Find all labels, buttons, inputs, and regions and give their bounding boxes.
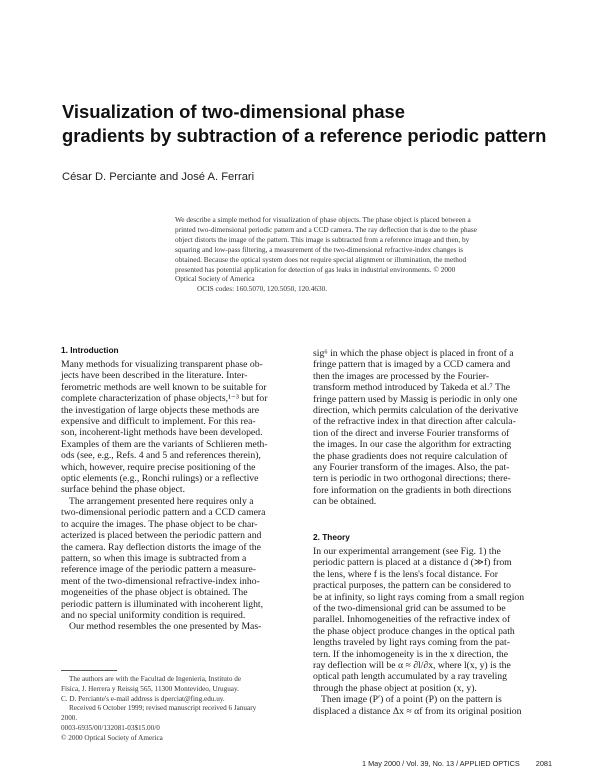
body-line: tern. If the inhomogeneity is in the x direction, the — [313, 648, 509, 660]
paper-title — [62, 100, 562, 148]
footnote-line: The authors are with the Facultad de Ingenieria, Instituto de — [69, 675, 242, 683]
body-line: ferometric methods are well known to be suitable for — [61, 381, 267, 393]
footnote-line: 2000. — [61, 714, 78, 723]
page-number: 2081 — [535, 759, 553, 768]
body-line: acterized is placed between the periodic pattern and — [61, 530, 262, 542]
body-line: practical purposes, the pattern can be considered to — [313, 580, 511, 592]
footnotes — [61, 675, 308, 744]
body-line: periodic pattern is placed at a distance d (≫f) from — [313, 557, 512, 569]
theory-body — [313, 546, 575, 717]
footnote-divider — [61, 670, 117, 671]
page-footer — [362, 759, 552, 768]
body-line: optic elements (e.g., Ronchi rulings) or a reflective — [61, 473, 259, 485]
body-line: the phase gradients does not require calculation of — [313, 450, 508, 462]
body-line: son, incoherent-light methods have been developed. — [61, 427, 263, 439]
body-line: then the images are processed by the Fourier- — [313, 370, 490, 382]
body-line: two-dimensional periodic pattern and a CCD camera — [61, 507, 266, 519]
footnote-line: C. D. Perciante's e-mail address is dperciat@fing.edu.uy. — [61, 694, 225, 703]
body-line: fore information on the gradients in both directions — [313, 484, 512, 496]
body-line: any Fourier transform of the images. Also, the pat- — [313, 462, 510, 474]
journal-citation: 1 May 2000 / Vol. 39, No. 13 / APPLIED OPTICS — [362, 759, 520, 768]
body-line: reference image of the periodic pattern a measure- — [61, 564, 256, 576]
abstract — [175, 215, 570, 294]
body-line: which, however, require precise positioning of the — [61, 461, 256, 473]
footnote-line: © 2000 Optical Society of America — [61, 733, 163, 742]
body-line: The arrangement presented here requires only a — [69, 495, 254, 507]
footnote-line: Received 6 October 1999; revised manuscript received 6 January — [69, 704, 257, 713]
body-line: of the refractive index in that direction after calcula- — [313, 416, 516, 428]
body-line: Our method resembles the one presented by Mas- — [69, 621, 262, 633]
body-line: can be obtained. — [313, 496, 377, 508]
body-line: Examples of them are the variants of Schlieren meth- — [61, 438, 268, 450]
body-line: transform method introduced by Takeda et al.⁷ The — [313, 382, 511, 394]
abstract-line: object distorts the image of the pattern. This image is subtracted from a reference image and then, by — [175, 234, 470, 244]
body-line: Then image (P′) of a point (P) on the pattern is — [321, 694, 502, 706]
section-heading-theory: 2. Theory — [313, 532, 350, 542]
abstract-line: Optical Society of America — [175, 274, 255, 284]
body-line: periodic pattern is illuminated with incoherent light, — [61, 598, 264, 610]
body-line: jects have been described in the literature. Inter- — [61, 370, 248, 382]
body-line: and no special uniformity condition is required. — [61, 609, 246, 621]
body-line: the investigation of large objects these methods are — [61, 404, 260, 416]
title-line: Visualization of two-dimensional phase — [62, 101, 406, 122]
abstract-line: obtained. Because the optical system does not require special alignment or illumination, the method — [175, 254, 467, 264]
body-line: be at infinity, so light rays coming from a small region — [313, 591, 525, 603]
body-line: the phase object produce changes in the optical path — [313, 625, 515, 637]
body-line: the lens, where f is the lens's focal distance. For — [313, 568, 498, 580]
abstract-line: presented has potential application for detection of gas leaks in industrial environments. © 2000 — [175, 264, 456, 274]
body-line: through the phase object at position (x, y). — [313, 682, 477, 694]
footnote-line: 0003-6935/00/132081-03$15.00/0 — [61, 723, 160, 732]
body-line: ment of the two-dimensional refractive-index inho- — [61, 575, 260, 587]
abstract-line: squaring and low-pass filtering, a measurement of the two-dimensional refractive-index changes is — [175, 244, 464, 254]
title-line: gradients by subtraction of a reference periodic pattern — [62, 125, 547, 146]
right-column-body — [313, 348, 575, 508]
body-line: direction, which permits calculation of the derivative — [313, 405, 519, 417]
body-line: optical path length accumulated by a ray traveling — [313, 671, 507, 683]
authors: César D. Perciante and José A. Ferrari — [62, 171, 255, 183]
body-line: In our experimental arrangement (see Fig. 1) the — [313, 546, 501, 557]
abstract-line: printed two-dimensional periodic pattern and a CCD camera. The ray deflection that is due to the phase — [175, 224, 477, 234]
body-line: lengths traveled by light rays coming from the pat- — [313, 637, 510, 649]
body-line: fringe pattern used by Massig is periodic in only one — [313, 393, 518, 405]
body-line: mogeneities of the phase object is obtained. The — [61, 587, 248, 599]
abstract-line: We describe a simple method for visualization of phase objects. The phase object is placed between a — [175, 215, 471, 224]
ocis-codes: OCIS codes: 160.5070, 120.5050, 120.4630. — [197, 284, 328, 294]
body-line: tion of the direct and inverse Fourier transforms of — [313, 427, 510, 439]
body-line: Many methods for visualizing transparent phase ob- — [61, 359, 263, 370]
body-line: ods (see, e.g., Refs. 4 and 5 and references therein), — [61, 450, 261, 462]
body-line: expensive and difficult to implement. For this rea- — [61, 416, 256, 428]
body-line: displaced a distance Δx ≈ αf from its original position — [313, 705, 522, 717]
section-heading-introduction: 1. Introduction — [61, 345, 119, 355]
body-line: fringe pattern that is imaged by a CCD camera and — [313, 359, 511, 371]
body-line: surface behind the phase object. — [61, 484, 186, 496]
left-column-body — [61, 359, 308, 633]
body-line: the camera. Ray deflection distorts the image of the — [61, 541, 261, 553]
footnote-line: Física, J. Herrera y Reissig 565, 11300 Montevideo, Uruguay. — [61, 684, 239, 693]
body-line: complete characterization of phase objects,¹⁻³ but for — [61, 393, 268, 405]
body-line: tern is periodic in two orthogonal directions; there- — [313, 473, 511, 485]
body-line: of the two-dimensional grid can be assumed to be — [313, 603, 506, 615]
body-line: the images. In our case the algorithm for extracting — [313, 439, 512, 451]
body-line: ray deflection will be α ≈ ∂l/∂x, where l(x, y) is the — [313, 660, 511, 672]
body-line: pattern, so when this image is subtracted from a — [61, 552, 247, 564]
body-line: to acquire the images. The phase object to be char- — [61, 518, 258, 530]
body-line: sig⁶ in which the phase object is placed in front of a — [313, 348, 514, 359]
body-line: parallel. Inhomogeneities of the refractive index of — [313, 614, 511, 626]
